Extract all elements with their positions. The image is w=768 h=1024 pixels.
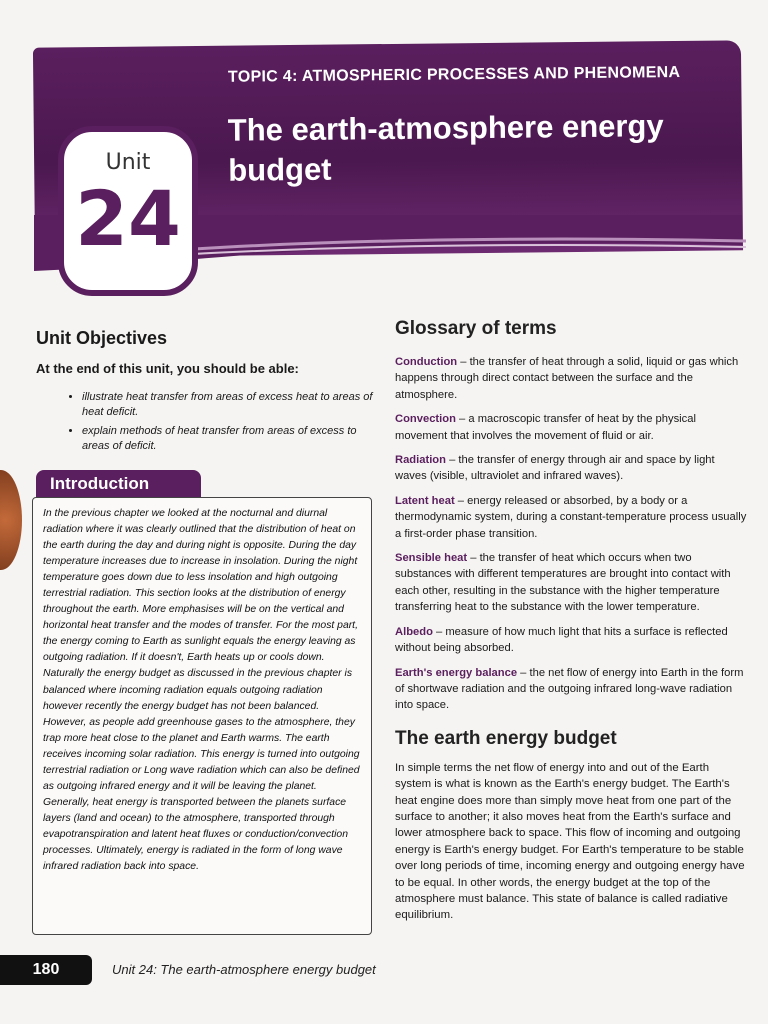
page-number: 180: [0, 955, 92, 985]
term-name: Radiation: [395, 454, 446, 467]
glossary-section: [395, 318, 747, 924]
objective-item: • illustrate heat transfer from areas of excess heat to areas of heat deficit.: [82, 390, 376, 420]
introduction-box: [32, 497, 372, 935]
running-footer-title: Unit 24: The earth-atmosphere energy budget: [112, 962, 376, 977]
term-definition: – a macroscopic transfer of heat by the physical movement that involves the movement of fluid or air.: [395, 413, 696, 442]
unit-label: Unit: [105, 150, 151, 175]
glossary-term-sensible-heat: [395, 550, 747, 616]
term-name: Sensible heat: [395, 552, 468, 565]
page-title: The earth-atmosphere energy budget: [227, 108, 664, 188]
objectives-subtitle: At the end of this unit, you should be able:: [36, 361, 299, 376]
term-name: Latent heat: [395, 494, 455, 507]
glossary-term-energy-balance: [395, 665, 747, 714]
introduction-label: Introduction: [36, 470, 201, 498]
objectives-title: Unit Objectives: [36, 328, 168, 348]
page-edge-decoration: [0, 470, 22, 570]
term-definition: – the transfer of heat which occurs when two substances with different temperatures are brought into contact with each other, resulting in the substance with the higher temperature transferring heat to the substance with the lower temperature.: [395, 552, 731, 614]
term-name: Albedo: [395, 625, 433, 638]
glossary-term-latent-heat: [395, 493, 747, 542]
energy-budget-title: The earth energy budget: [395, 727, 617, 749]
glossary-title: Glossary of terms: [395, 318, 557, 339]
topic-heading: TOPIC 4: ATMOSPHERIC PROCESSES AND PHENOMENA: [227, 63, 681, 86]
term-name: Conduction: [395, 356, 458, 368]
glossary-term-albedo: [395, 624, 747, 657]
glossary-term-conduction: [395, 354, 747, 403]
term-definition: – the transfer of heat through a solid, liquid or gas which happens through direct contact between the surface and the atmosphere.: [395, 356, 739, 401]
objectives-list: [36, 390, 376, 454]
objectives-section: [36, 328, 376, 458]
term-definition: – measure of how much light that hits a surface is reflected without being absorbed.: [395, 625, 728, 655]
unit-badge: [58, 126, 198, 296]
energy-budget-text: In simple terms the net flow of energy into and out of the Earth system is what is known as the Earth's energy budget. The Earth's heat engine does more than simply move heat from one part of the surface to another; it also moves heat from the Earth's surface and lower atmosphere back to space. This flow of incoming and outgoing energy is Earth's energy budget. For Earth's temperature to be stable over long periods of time, incoming energy and outgoing energy have to be equal. In other words, the energy budget at the top of the atmosphere must balance. This state of balance is called radiative equilibrium.: [395, 761, 745, 922]
term-definition: – the transfer of energy through air and space by light waves (visible, ultraviolet and infrared waves).: [395, 454, 715, 483]
unit-number: 24: [75, 174, 181, 263]
glossary-term-radiation: [395, 452, 747, 485]
term-name: Convection: [395, 413, 456, 426]
introduction-text: In the previous chapter we looked at the nocturnal and diurnal radiation where it was clearly outlined that the distribution of heat on the earth during the day and during night is opposite. During the day temperature increases due to increase in insolation. During the night temperature goes down due to less insolation and high outgoing terrestrial radiation. This section looks at the distribution of energy throughout the earth. More emphasises will be on the vertical and horizontal heat transfer and the modes of transfer. For the most part, the energy coming to Earth as sunlight equals the energy leaving as outgoing radiation. If it doesn't, Earth heats up or cools down. Naturally the energy budget as discussed in the previous chapter is balanced where incoming radiation equals outgoing radiation however recently the energy budget has not been balanced. However, as people add greenhouse gases to the atmosphere, they trap more heat close to the planet and Earth warms. The earth receives incoming solar radiation. This energy is turned into outgoing terrestrial radiation or Long wave radiation which can also be defined as outgoing infrared energy and it will be leaving the planet. Generally, heat energy is transported between the planets surface layers (land and ocean) to the atmosphere, transported through evapotranspiration and latent heat fluxes or conduction/convection processes. Ultimately, energy is radiated in the form of long wave infrared radiation back into space.: [43, 508, 360, 873]
glossary-term-convection: [395, 411, 747, 444]
term-definition: – energy released or absorbed, by a body or a thermodynamic system, during a constant-temperature process usually a first-order phase transition.: [395, 494, 747, 540]
term-name: Earth's energy balance: [395, 666, 518, 679]
objective-item: • explain methods of heat transfer from areas of excess to areas of deficit.: [82, 424, 376, 454]
term-definition: – the net flow of energy into Earth in the form of shortwave radiation and the outgoing infrared long-wave radiation into space.: [395, 666, 744, 712]
